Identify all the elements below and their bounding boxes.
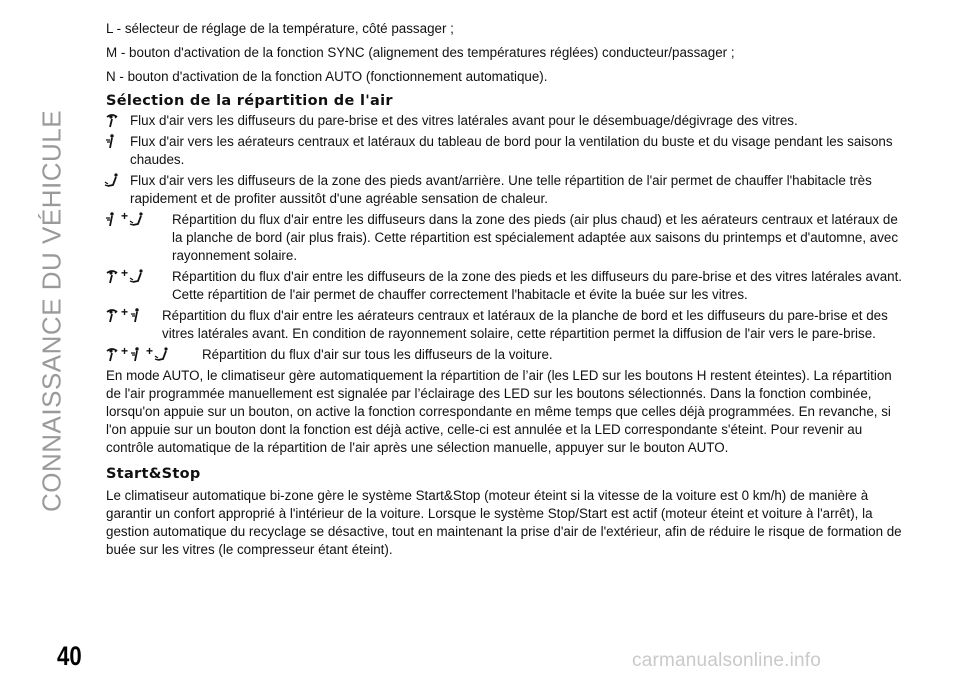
windshield-vent-icon: [104, 346, 120, 362]
face-vent-icon: [129, 346, 145, 362]
mode-description: Flux d'air vers les diffuseurs du pare-brise et des vitres latérales avant pour le désembuage/dégivrage des vitres.: [130, 113, 798, 128]
windshield-vent-icon: [104, 112, 120, 128]
face-vent-icon: [104, 133, 120, 149]
feet-vent-icon: [129, 211, 145, 227]
plus-sign: +: [121, 305, 129, 319]
section-title: CONNAISSANCE DU VÉHICULE: [36, 109, 67, 512]
plus-sign: +: [121, 266, 129, 280]
page-content: [106, 20, 906, 559]
intro-list: [106, 20, 906, 86]
intro-item-m: M - bouton d'activation de la fonction SYNC (alignement des températures réglées) conducteur/passager ;: [106, 45, 735, 60]
plus-sign: +: [146, 344, 154, 358]
page-number: 40: [57, 641, 82, 671]
feet-vent-icon: [129, 268, 145, 284]
mode-windshield: [106, 112, 906, 130]
windshield-vent-icon: [104, 307, 120, 323]
start-stop-paragraph: Le climatiseur automatique bi-zone gère le système Start&Stop (moteur éteint si la vitesse de la voiture est 0 km/h) de manière à garantir un confort approprié à l'intérieur de la voiture. Lorsque le système Stop/Start est actif (moteur éteint et voiture à l'arrêt), la gestion automatique du recyclage se désactive, tout en maintenant la prise d'air de l'extérieur, afin de réduire le risque de formation de buée sur les vitres (le compresseur étant éteint).: [106, 488, 902, 557]
start-stop-heading: Start&Stop: [106, 466, 201, 482]
mode-description: Flux d'air vers les aérateurs centraux et latéraux du tableau de bord pour la ventilation du buste et du visage pendant les saisons chaudes.: [130, 134, 893, 167]
mode-description: Répartition du flux d'air entre les diffuseurs de la zone des pieds et les diffuseurs du pare-brise et des vitres latérales avant. Cette répartition de l'air permet de chauffer correctement l'habitacle et évite la buée sur les vitres.: [172, 269, 903, 302]
auto-mode-paragraph: En mode AUTO, le climatiseur gère automatiquement la répartition de l’air (les LED sur les boutons H restent éteintes). La répartition de l'air programmée manuellement est signalée par l’éclairage des LED sur les boutons sélectionnés. Dans la fonction combinée, lorsqu'on appuie sur un bouton, on active la fonction correspondante en même temps que celles déjà programmées. En revanche, si l'on appuie sur un bouton dont la fonction est déjà active, celle-ci est annulée et la LED correspondante s'éteint. Pour revenir au contrôle automatique de la répartition de l'air après une sélection manuelle, appuyer sur le bouton AUTO.: [106, 368, 892, 455]
intro-item-n: N - bouton d'activation de la fonction AUTO (fonctionnement automatique).: [106, 69, 548, 84]
mode-description: Répartition du flux d'air entre les diffuseurs dans la zone des pieds (air plus chaud) et les aérateurs centraux et latéraux de la planche de bord (air plus frais). Cette répartition est spécialement adaptée aux saisons du printemps et d'automne, avec rayonnement solaire.: [172, 212, 899, 263]
mode-windshield-face: [106, 307, 906, 343]
mode-description: Répartition du flux d'air entre les aérateurs centraux et latéraux de la planche de bord et les diffuseurs du pare-brise et des vitres latérales avant. En condition de rayonnement solaire, cette répartition permet la diffusion de l'air vers le pare-brise.: [162, 308, 888, 341]
mode-face-feet: [106, 211, 906, 265]
plus-sign: +: [121, 344, 129, 358]
mode-feet: [106, 172, 906, 208]
feet-vent-icon: [154, 346, 170, 362]
mode-all: [106, 346, 906, 364]
air-distribution-heading: Sélection de la répartition de l'air: [106, 93, 393, 109]
plus-sign: +: [121, 209, 129, 223]
face-vent-icon: [104, 211, 120, 227]
feet-vent-icon: [104, 172, 120, 188]
intro-item-l: L - sélecteur de réglage de la température, côté passager ;: [106, 21, 454, 36]
face-vent-icon: [129, 307, 145, 323]
mode-description: Répartition du flux d'air sur tous les diffuseurs de la voiture.: [202, 347, 553, 362]
windshield-vent-icon: [104, 268, 120, 284]
mode-face: [106, 133, 906, 169]
watermark: carmanualsonline.info: [632, 650, 822, 671]
mode-description: Flux d'air vers les diffuseurs de la zone des pieds avant/arrière. Une telle répartition de l'air permet de chauffer l'habitacle très rapidement et de profiter aussitôt d'une agréable sensation de chaleur.: [130, 173, 872, 206]
mode-windshield-feet: [106, 268, 906, 304]
